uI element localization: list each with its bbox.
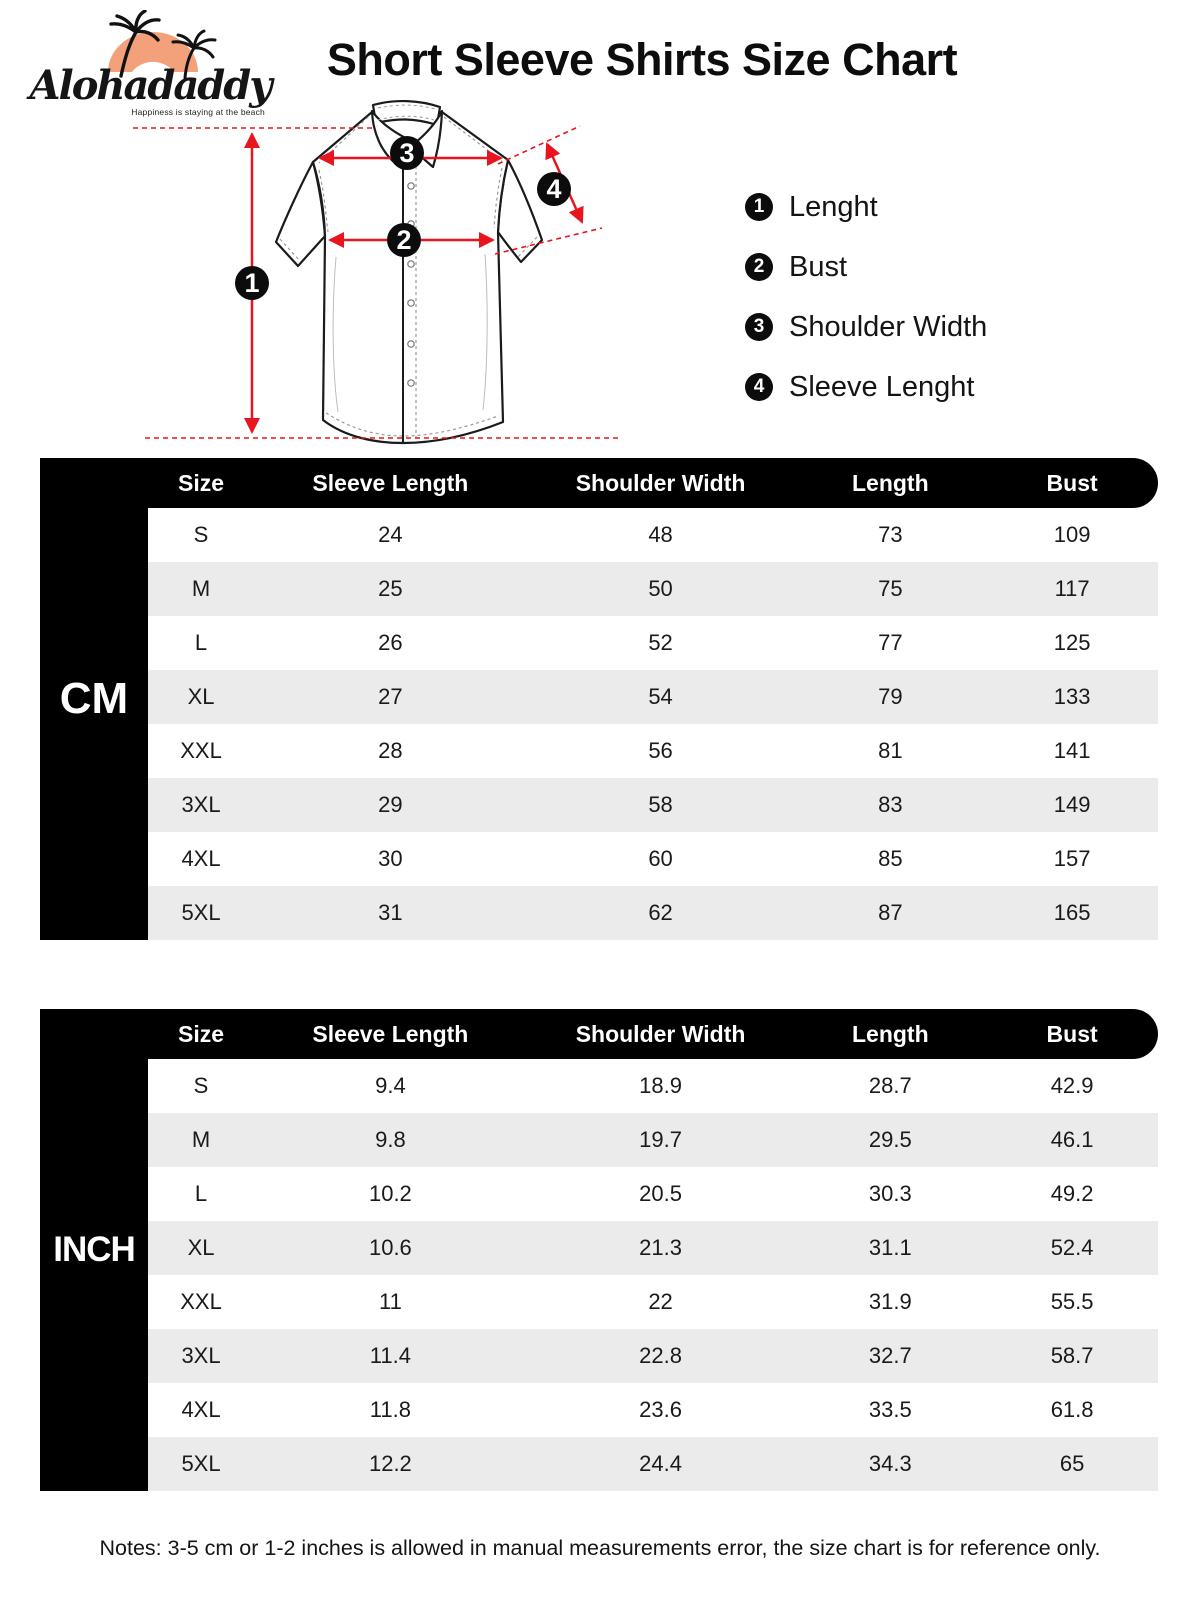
- size-cell: M: [191, 576, 211, 601]
- value-cell: 58.7: [1050, 1343, 1094, 1368]
- value-cell: 52.4: [1050, 1235, 1094, 1260]
- value-cell: 24: [378, 522, 403, 547]
- value-cell: 58: [648, 792, 673, 817]
- value-cell: 30: [378, 846, 403, 871]
- table-row: [148, 616, 1158, 670]
- legend-number-badge: 1: [745, 193, 773, 221]
- notes-text: Notes: 3-5 cm or 1-2 inches is allowed in manual measurements error, the size chart is for reference only.: [99, 1536, 1101, 1560]
- column-header: Length: [851, 1020, 929, 1047]
- legend-item-length: [745, 177, 1045, 237]
- legend-label: Shoulder Width: [789, 310, 988, 343]
- marker-3: 3: [399, 138, 415, 168]
- column-header: Size: [178, 469, 225, 496]
- table-row: [148, 1275, 1158, 1329]
- value-cell: 109: [1053, 522, 1091, 547]
- table-row: [148, 886, 1158, 940]
- size-cell: 4XL: [181, 1397, 221, 1422]
- value-cell: 42.9: [1050, 1073, 1094, 1098]
- value-cell: 65: [1059, 1451, 1085, 1476]
- legend-item-bust: [745, 237, 1045, 297]
- table-body: [148, 1059, 1158, 1491]
- value-cell: 54: [648, 684, 673, 709]
- value-cell: 83: [878, 792, 903, 817]
- inch-size-table: [40, 1009, 1158, 1491]
- size-cell: 3XL: [181, 1343, 221, 1368]
- size-cell: M: [191, 1127, 211, 1152]
- value-cell: 62: [648, 900, 673, 925]
- size-cell: L: [194, 1181, 208, 1206]
- column-header: Shoulder Width: [575, 469, 746, 496]
- value-cell: 18.9: [639, 1073, 682, 1098]
- legend-number-badge: 2: [745, 253, 773, 281]
- value-cell: 73: [878, 522, 903, 547]
- table-row: [148, 508, 1158, 562]
- size-cell: 5XL: [181, 1451, 221, 1476]
- legend-label: Sleeve Lenght: [789, 370, 975, 403]
- table-row: [148, 1167, 1158, 1221]
- shirt-measurement-diagram: [85, 92, 645, 452]
- value-cell: 157: [1053, 846, 1091, 871]
- table-row: [148, 1059, 1158, 1113]
- value-cell: 11.8: [369, 1397, 411, 1422]
- value-cell: 10.6: [368, 1235, 412, 1260]
- value-cell: 11: [378, 1289, 402, 1314]
- marker-4: 4: [546, 174, 562, 204]
- value-cell: 22.8: [639, 1343, 682, 1368]
- size-cell: XXL: [180, 1289, 222, 1314]
- column-header: Bust: [1046, 469, 1098, 496]
- value-cell: 85: [878, 846, 903, 871]
- size-cell: L: [194, 630, 208, 655]
- legend-label: Lenght: [789, 190, 878, 223]
- value-cell: 29.5: [868, 1127, 912, 1152]
- size-cell: XL: [187, 1235, 215, 1260]
- value-cell: 30.3: [868, 1181, 912, 1206]
- value-cell: 49.2: [1050, 1181, 1094, 1206]
- value-cell: 9.8: [375, 1127, 406, 1152]
- value-cell: 125: [1053, 630, 1091, 655]
- value-cell: 77: [878, 630, 903, 655]
- value-cell: 28: [378, 738, 403, 763]
- legend-number-badge: 3: [745, 313, 773, 341]
- table-row: [148, 1113, 1158, 1167]
- value-cell: 10.2: [368, 1181, 412, 1206]
- unit-label-cm: CM: [40, 458, 148, 940]
- value-cell: 133: [1053, 684, 1091, 709]
- size-cell: XL: [187, 684, 215, 709]
- size-cell: XXL: [180, 738, 222, 763]
- value-cell: 79: [878, 684, 903, 709]
- value-cell: 31.1: [868, 1235, 912, 1260]
- value-cell: 60: [648, 846, 673, 871]
- table-row: [148, 1221, 1158, 1275]
- legend-label: Bust: [789, 250, 848, 283]
- value-cell: 28.7: [868, 1073, 912, 1098]
- legend-item-sleeve-length: [745, 357, 1045, 417]
- column-header: Shoulder Width: [575, 1020, 746, 1047]
- measurement-legend: [745, 177, 1045, 417]
- value-cell: 55.5: [1050, 1289, 1094, 1314]
- cm-size-table: [40, 458, 1158, 940]
- value-cell: 34.3: [868, 1451, 912, 1476]
- table-row: [148, 778, 1158, 832]
- value-cell: 27: [378, 684, 403, 709]
- value-cell: 31.9: [868, 1289, 912, 1314]
- size-cell: S: [193, 1073, 209, 1098]
- value-cell: 87: [878, 900, 903, 925]
- size-cell: 3XL: [181, 792, 221, 817]
- value-cell: 52: [648, 630, 673, 655]
- value-cell: 20.5: [639, 1181, 682, 1206]
- value-cell: 50: [648, 576, 673, 601]
- table-header: [40, 458, 1158, 508]
- value-cell: 9.4: [375, 1073, 406, 1098]
- table-body: [148, 508, 1158, 940]
- marker-1: 1: [244, 268, 260, 298]
- value-cell: 23.6: [639, 1397, 682, 1422]
- marker-2: 2: [396, 225, 412, 255]
- value-cell: 33.5: [868, 1397, 912, 1422]
- value-cell: 12.2: [368, 1451, 412, 1476]
- legend-item-shoulder-width: [745, 297, 1045, 357]
- table-row: [148, 1383, 1158, 1437]
- value-cell: 22: [648, 1289, 673, 1314]
- value-cell: 11.4: [369, 1343, 411, 1368]
- value-cell: 26: [378, 630, 403, 655]
- value-cell: 46.1: [1050, 1127, 1094, 1152]
- legend-number-badge: 4: [745, 373, 773, 401]
- page-title: Short Sleeve Shirts Size Chart: [326, 34, 958, 85]
- value-cell: 141: [1053, 738, 1091, 763]
- column-header: Length: [851, 469, 929, 496]
- brand-name: Alohadaddy: [29, 62, 271, 109]
- value-cell: 29: [378, 792, 403, 817]
- value-cell: 32.7: [868, 1343, 912, 1368]
- value-cell: 56: [648, 738, 673, 763]
- unit-label-inch: INCH: [40, 1009, 148, 1491]
- table-row: [148, 832, 1158, 886]
- size-cell: 5XL: [181, 900, 221, 925]
- value-cell: 81: [878, 738, 903, 763]
- value-cell: 149: [1053, 792, 1091, 817]
- size-cell: 4XL: [181, 846, 221, 871]
- value-cell: 21.3: [639, 1235, 682, 1260]
- table-row: [148, 562, 1158, 616]
- value-cell: 165: [1053, 900, 1091, 925]
- table-row: [148, 724, 1158, 778]
- value-cell: 75: [878, 576, 903, 601]
- size-cell: S: [193, 522, 209, 547]
- value-cell: 19.7: [639, 1127, 682, 1152]
- table-row: [148, 1329, 1158, 1383]
- table-row: [148, 670, 1158, 724]
- value-cell: 31: [378, 900, 403, 925]
- column-header: Sleeve Length: [312, 469, 469, 496]
- value-cell: 117: [1054, 576, 1090, 601]
- table-row: [148, 1437, 1158, 1491]
- column-header: Bust: [1046, 1020, 1098, 1047]
- table-header: [40, 1009, 1158, 1059]
- value-cell: 48: [648, 522, 673, 547]
- column-header: Sleeve Length: [312, 1020, 469, 1047]
- brand-tagline: Happiness is staying at the beach: [131, 107, 265, 117]
- column-header: Size: [178, 1020, 225, 1047]
- value-cell: 24.4: [639, 1451, 682, 1476]
- value-cell: 61.8: [1050, 1397, 1094, 1422]
- value-cell: 25: [378, 576, 403, 601]
